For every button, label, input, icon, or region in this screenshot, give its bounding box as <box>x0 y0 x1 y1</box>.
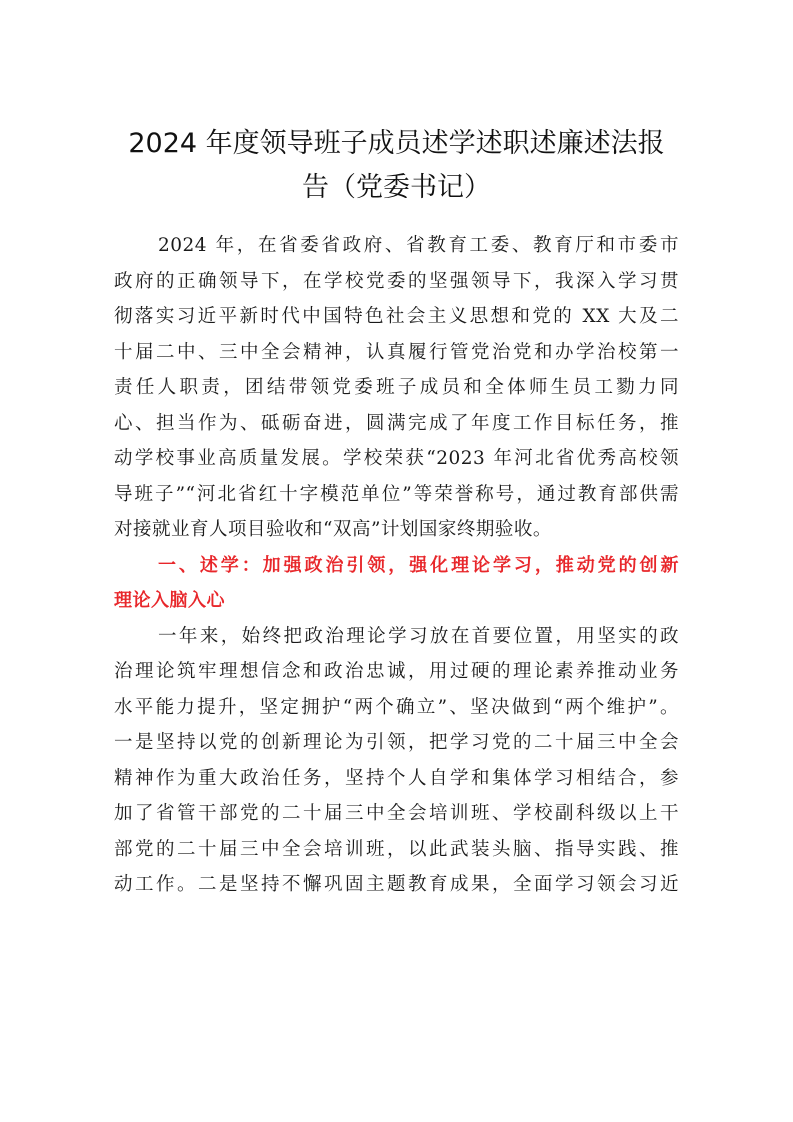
paragraph-line: 部党的二十届三中全会培训班，以此武装头脑、指导实践、推 <box>114 838 679 860</box>
paragraph-line: 水平能力提升，坚定拥护“两个确立”、坚决做到“两个维护”。 <box>114 696 679 718</box>
document-body <box>114 228 679 903</box>
paragraph-line: 心、担当作为、砥砺奋进，圆满完成了年度工作目标任务，推 <box>114 412 679 434</box>
study-paragraph <box>114 619 679 903</box>
paragraph-line: 一年来，始终把政治理论学习放在首要位置，用坚实的政 <box>158 625 679 647</box>
paragraph-line: 动工作。二是坚持不懈巩固主题教育成果，全面学习领会习近 <box>114 874 679 895</box>
paragraph-line: 动学校事业高质量发展。学校荣获“2023 年河北省优秀高校领 <box>114 448 679 469</box>
paragraph-line: 责任人职责，团结带领党委班子成员和全体师生员工勠力同 <box>114 377 679 398</box>
paragraph-line: 精神作为重大政治任务，坚持个人自学和集体学习相结合，参 <box>114 767 679 789</box>
paragraph-line: 彻落实习近平新时代中国特色社会主义思想和党的 XX 大及二 <box>114 306 679 327</box>
document-title <box>110 122 683 210</box>
paragraph-line: 十届二中、三中全会精神，认真履行管党治党和办学治校第一 <box>114 341 679 363</box>
paragraph-line: 治理论筑牢理想信念和政治忠诚，用过硬的理论素养推动业务 <box>114 661 679 682</box>
paragraph-line: 一是坚持以党的创新理论为引领，把学习党的二十届三中全会 <box>114 732 679 753</box>
heading-line: 一、述学：加强政治引领，强化理论学习，推动党的创新 <box>158 554 679 576</box>
paragraph-line: 2024 年，在省委省政府、省教育工委、教育厅和市委市 <box>158 235 679 256</box>
paragraph-line: 加了省管干部党的二十届三中全会培训班、学校副科级以上干 <box>114 803 679 824</box>
title-line-1: 2024 年度领导班子成员述学述职述廉述法报 <box>128 128 665 159</box>
intro-paragraph <box>114 228 679 548</box>
title-line-2: 告（党委书记） <box>302 172 491 203</box>
heading-line: 理论入脑入心 <box>114 590 225 611</box>
paragraph-line: 政府的正确领导下，在学校党委的坚强领导下，我深入学习贯 <box>114 270 679 292</box>
paragraph-line: 对接就业育人项目验收和“双高”计划国家终期验收。 <box>114 519 552 540</box>
section-heading <box>114 548 679 619</box>
paragraph-line: 导班子”“河北省红十字模范单位”等荣誉称号，通过教育部供需 <box>114 483 679 505</box>
